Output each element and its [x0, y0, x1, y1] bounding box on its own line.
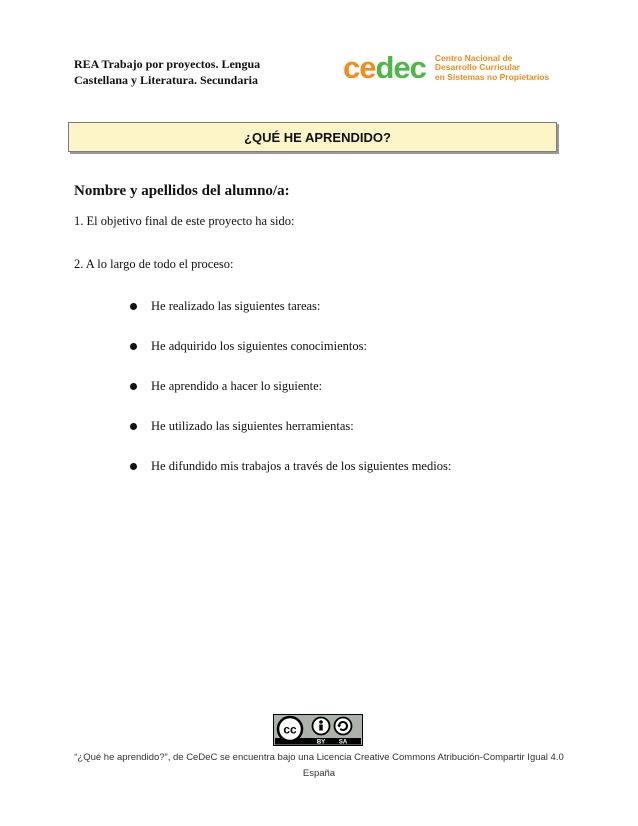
question-2: 2. A lo largo de todo el proceso:	[74, 257, 234, 271]
student-name-label: Nombre y apellidos del alumno/a:	[74, 183, 290, 199]
bullet-item-learned	[130, 366, 451, 406]
cedec-sub-line-2: Desarrollo Curricular	[434, 62, 520, 73]
bullet-text: He adquirido los siguientes conocimientos:	[151, 338, 367, 353]
header-line-2: Castellana y Literatura. Secundaria	[74, 73, 258, 87]
title-banner	[68, 122, 557, 152]
bullet-text: He aprendido a hacer lo siguiente:	[151, 378, 323, 393]
cc-license-badge-icon	[273, 714, 363, 746]
bullet-item-tasks	[130, 286, 451, 326]
bullet-dot-icon	[130, 423, 137, 430]
bullet-dot-icon	[130, 463, 137, 470]
bullet-dot-icon	[130, 383, 137, 390]
cc-logo-text: cc	[283, 722, 297, 737]
bullet-text: He realizado las siguientes tareas:	[151, 298, 321, 313]
bullet-dot-icon	[130, 303, 137, 310]
cc-by-label: BY	[316, 739, 326, 746]
page-title: ¿QUÉ HE APRENDIDO?	[244, 129, 391, 145]
footer-line-1: “¿Qué he aprendido?”, de CeDeC se encuentra bajo una Licencia Creative Commons Atribución-Compartir Igual 4.0	[74, 752, 564, 763]
question-1: 1. El objetivo final de este proyecto ha sido:	[74, 214, 295, 228]
cedec-logo-part2: dec	[375, 50, 426, 85]
cc-sa-label: SA	[338, 739, 348, 746]
bullet-item-diffusion	[130, 446, 451, 486]
license-footer	[72, 750, 566, 782]
bullet-dot-icon	[130, 343, 137, 350]
cedec-logo-subtitle	[435, 54, 549, 83]
bullet-item-knowledge	[130, 326, 451, 366]
bullet-text: He difundido mis trabajos a través de los siguientes medios:	[151, 458, 452, 473]
bullet-item-tools	[130, 406, 451, 446]
cedec-logo-part1: ce	[343, 50, 376, 85]
cedec-logo	[343, 52, 549, 84]
bullet-text: He utilizado las siguientes herramientas:	[151, 418, 354, 433]
cedec-sub-line-1: Centro Nacional de	[434, 52, 513, 63]
footer-line-2: España	[302, 768, 336, 779]
document-header-title	[74, 56, 304, 88]
cedec-sub-line-3: en Sistemas no Propietarios	[434, 71, 550, 82]
reflection-bullet-list	[130, 286, 451, 486]
cedec-logo-wordmark	[343, 52, 426, 84]
header-line-1: REA Trabajo por proyectos. Lengua	[74, 57, 261, 71]
